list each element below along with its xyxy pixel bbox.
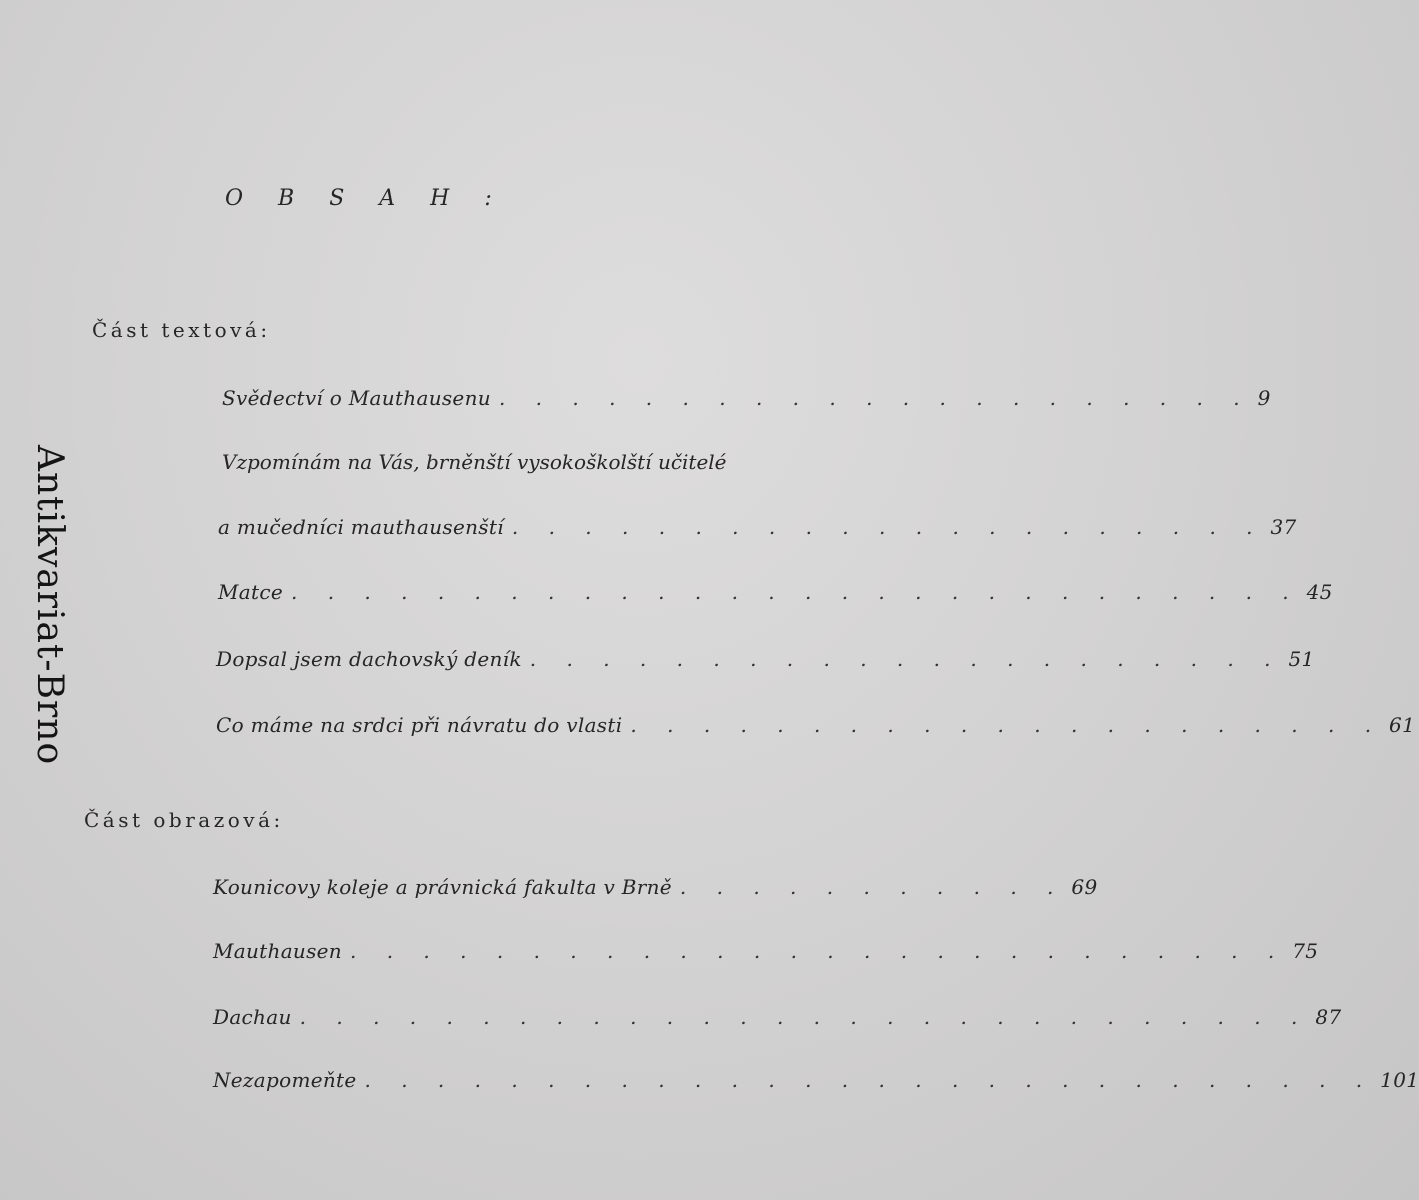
toc-entry bbox=[216, 713, 1416, 743]
toc-entry-title-line1: Vzpomínám na Vás, brněnští vysokoškolští učitelé bbox=[222, 450, 727, 474]
leader-dots: . . . . . . . . . . . . . . . . . . . . . bbox=[511, 515, 1265, 539]
toc-entry-page: 45 bbox=[1306, 580, 1333, 604]
toc-entry-title: Matce bbox=[218, 580, 283, 604]
toc-entry-title: Kounicovy koleje a právnická fakulta v Brně bbox=[213, 875, 672, 899]
toc-entry-page: 9 bbox=[1257, 386, 1271, 410]
toc-entry-page: 69 bbox=[1071, 875, 1098, 899]
toc-entry bbox=[218, 580, 1333, 610]
section-title-text: Část textová: bbox=[92, 318, 271, 342]
toc-entry-title: Dopsal jsem dachovský deník bbox=[216, 647, 522, 671]
toc-entry-page: 37 bbox=[1270, 515, 1297, 539]
toc-entry-title: Nezapomeňte bbox=[213, 1068, 357, 1092]
toc-entry bbox=[213, 1068, 1419, 1098]
watermark-text: Antikvariat-Brno bbox=[29, 445, 70, 766]
toc-entry-page: 101 bbox=[1380, 1068, 1419, 1092]
toc-entry bbox=[222, 386, 1271, 416]
toc-entry-title: a mučedníci mauthausenští bbox=[218, 515, 504, 539]
leader-dots: . . . . . . . . . . . . . . . . . . . . . . . . . . . . bbox=[364, 1068, 1375, 1092]
toc-entry-title: Co máme na srdci při návratu do vlasti bbox=[216, 713, 623, 737]
toc-entry bbox=[213, 939, 1319, 969]
leader-dots: . . . . . . . . . . . . . . . . . . . . . . . . . . bbox=[350, 939, 1287, 963]
toc-entry-title: Mauthausen bbox=[213, 939, 342, 963]
section-title-image: Část obrazová: bbox=[84, 808, 284, 832]
leader-dots: . . . . . . . . . . . . . . . . . . . . . bbox=[630, 713, 1384, 737]
toc-entry-page: 51 bbox=[1288, 647, 1315, 671]
leader-dots: . . . . . . . . . . . . . . . . . . . . . bbox=[498, 386, 1252, 410]
toc-entry-page: 61 bbox=[1389, 713, 1416, 737]
toc-entry bbox=[216, 647, 1315, 677]
leader-dots: . . . . . . . . . . . bbox=[679, 875, 1066, 899]
toc-entry bbox=[218, 515, 1297, 545]
toc-entry-title: Svědectví o Mauthausenu bbox=[222, 386, 491, 410]
toc-entry-page: 87 bbox=[1315, 1005, 1342, 1029]
toc-entry-page: 75 bbox=[1292, 939, 1319, 963]
toc-entry bbox=[213, 875, 1098, 905]
toc-entry-title: Dachau bbox=[213, 1005, 292, 1029]
toc-entry bbox=[213, 1005, 1342, 1035]
leader-dots: . . . . . . . . . . . . . . . . . . . . . . . . . . . . bbox=[290, 580, 1301, 604]
leader-dots: . . . . . . . . . . . . . . . . . . . . . bbox=[529, 647, 1283, 671]
contents-heading: O B S A H : bbox=[225, 186, 506, 211]
leader-dots: . . . . . . . . . . . . . . . . . . . . . . . . . . . . bbox=[299, 1005, 1310, 1029]
